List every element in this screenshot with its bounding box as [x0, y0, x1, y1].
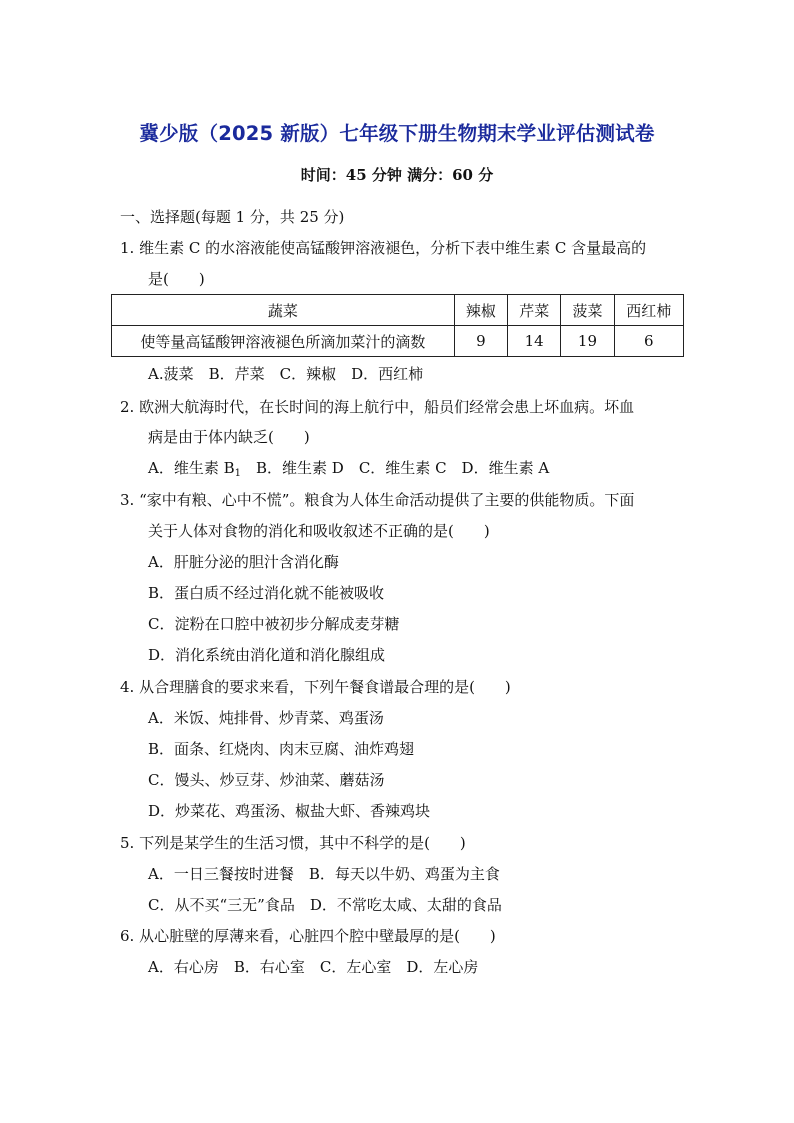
- question-5-options-cd: C．从不买“三无”食品 D．不常吃太咸、太甜的食品: [148, 896, 502, 914]
- subscript-text: 1: [234, 468, 241, 479]
- table-cell: 9: [454, 326, 507, 357]
- question-6-line-1: 6. 从心脏壁的厚薄来看，心脏四个腔中壁最厚的是( ): [120, 927, 496, 945]
- question-3-option-c: C．淀粉在口腔中被初步分解成麦芽糖: [148, 615, 400, 633]
- question-1-line-1: 1. 维生素 C 的水溶液能使高锰酸钾溶液褪色，分析下表中维生素 C 含量最高的: [120, 239, 647, 257]
- exam-title: 冀少版（2025 新版）七年级下册生物期末学业评估测试卷: [139, 122, 655, 145]
- table-cell: 6: [614, 326, 683, 357]
- question-4-option-a: A．米饭、炖排骨、炒青菜、鸡蛋汤: [148, 709, 384, 727]
- table-row: [112, 326, 684, 357]
- question-5-line-1: 5. 下列是某学生的生活习惯，其中不科学的是( ): [120, 834, 466, 852]
- question-5-options-ab: A．一日三餐按时进餐 B．每天以牛奶、鸡蛋为主食: [148, 865, 500, 883]
- question-6-options: A．右心房 B．右心室 C．左心室 D．左心房: [148, 958, 479, 976]
- question-1-options: A.菠菜 B．芹菜 C．辣椒 D．西红柿: [148, 365, 424, 383]
- option-text: A．维生素 B: [148, 459, 235, 477]
- vegetable-table: [111, 294, 684, 357]
- table-cell: 14: [508, 326, 561, 357]
- question-4-option-d: D．炒菜花、鸡蛋汤、椒盐大虾、香辣鸡块: [148, 802, 431, 820]
- table-header-cell: 蔬菜: [112, 295, 455, 326]
- question-3-option-a: A．肝脏分泌的胆汁含消化酶: [148, 553, 339, 571]
- table-header-cell: 芹菜: [508, 295, 561, 326]
- question-2-options: [148, 457, 549, 479]
- question-3-line-1: 3. “家中有粮、心中不慌”。粮食为人体生命活动提供了主要的供能物质。下面: [120, 491, 635, 509]
- question-3-option-d: D．消化系统由消化道和消化腺组成: [148, 646, 386, 664]
- question-3-line-2: 关于人体对食物的消化和吸收叙述不正确的是( ): [148, 522, 490, 540]
- question-4-option-b: B．面条、红烧肉、肉末豆腐、油炸鸡翅: [148, 740, 415, 758]
- table-row-header: [112, 295, 684, 326]
- table-header-cell: 西红柿: [614, 295, 683, 326]
- section-heading: 一、选择题(每题 1 分，共 25 分): [120, 208, 345, 226]
- question-4-option-c: C．馒头、炒豆芽、炒油菜、蘑菇汤: [148, 771, 385, 789]
- question-3-option-b: B．蛋白质不经过消化就不能被吸收: [148, 584, 385, 602]
- option-text: B．维生素 D C．维生素 C D．维生素 A: [241, 459, 550, 477]
- table-cell: 19: [561, 326, 614, 357]
- question-4-line-1: 4. 从合理膳食的要求来看，下列午餐食谱最合理的是( ): [120, 678, 511, 696]
- question-2-line-2: 病是由于体内缺乏( ): [148, 428, 310, 446]
- question-1-line-2: 是( ): [148, 270, 205, 288]
- table-header-cell: 辣椒: [454, 295, 507, 326]
- table-header-cell: 菠菜: [561, 295, 614, 326]
- table-cell: 使等量高锰酸钾溶液褪色所滴加菜汁的滴数: [112, 326, 455, 357]
- question-2-line-1: 2. 欧洲大航海时代，在长时间的海上航行中，船员们经常会患上坏血病。坏血: [120, 398, 635, 416]
- exam-subtitle: 时间：45 分钟 满分：60 分: [300, 166, 494, 184]
